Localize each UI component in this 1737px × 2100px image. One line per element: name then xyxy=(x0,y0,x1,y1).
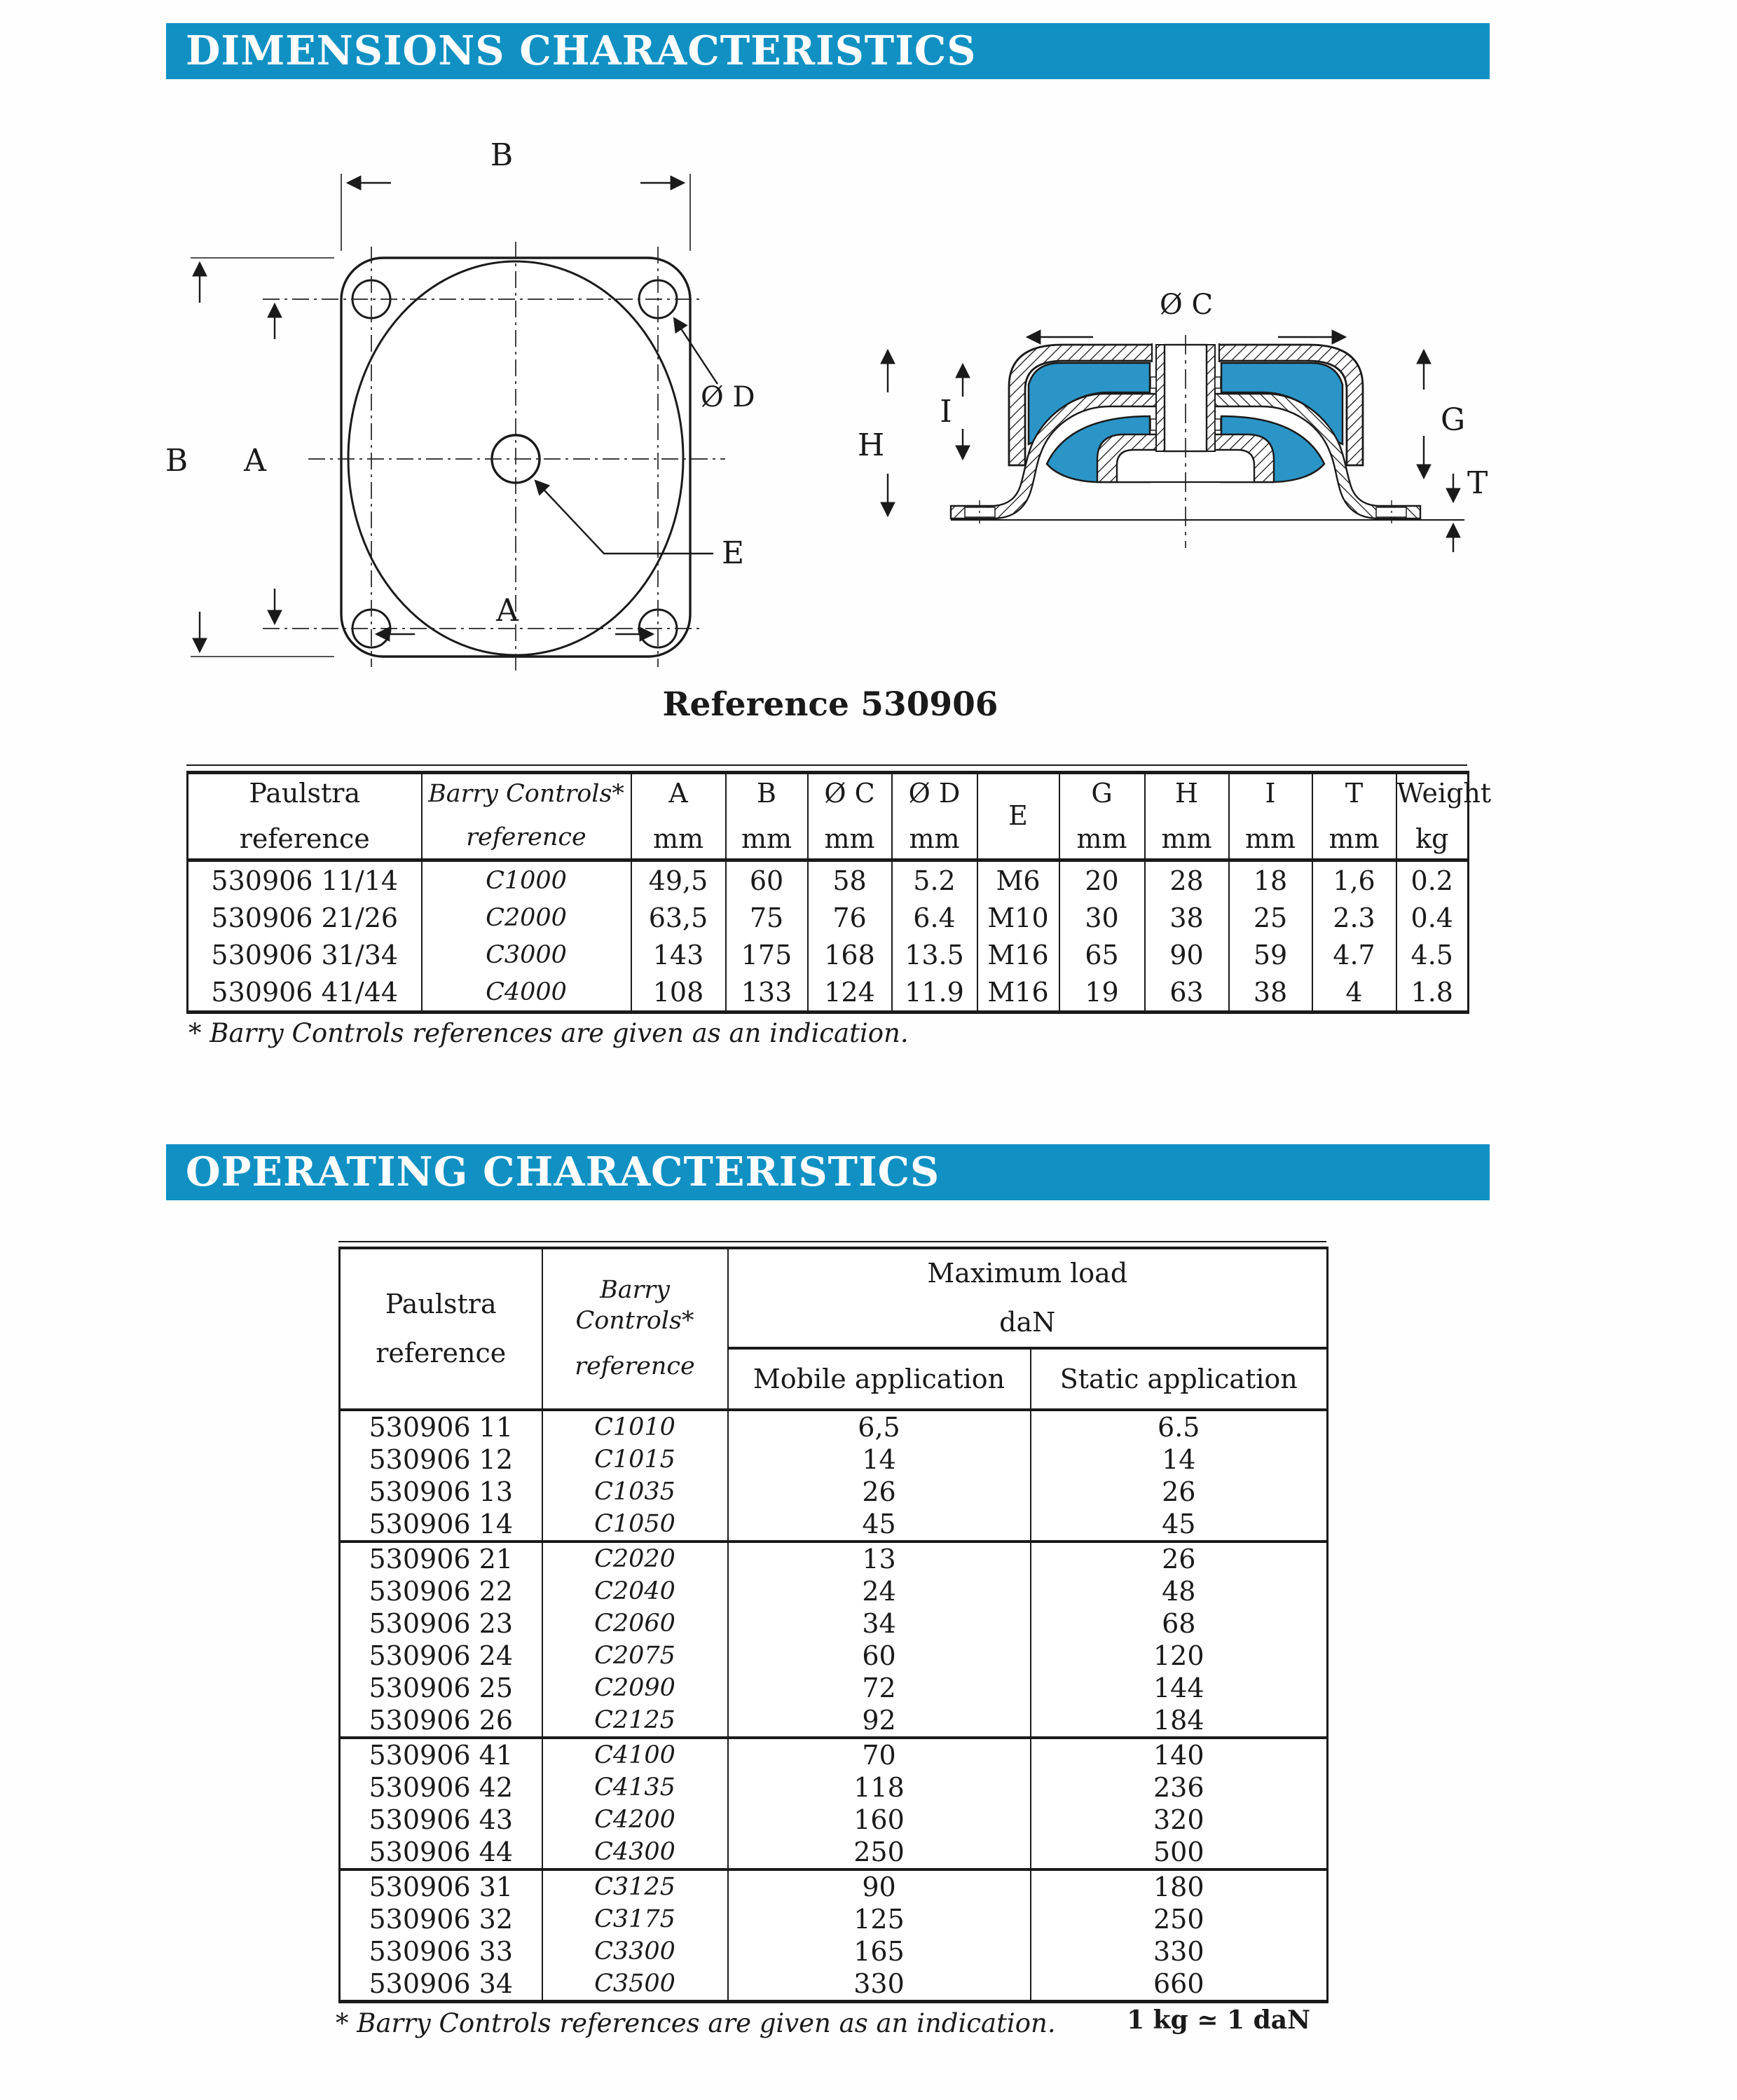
cell: M16 xyxy=(977,973,1059,1013)
cell: 5.2 xyxy=(892,860,977,900)
cell: 34 xyxy=(728,1607,1031,1640)
table-row xyxy=(340,1704,1328,1738)
col-header-b: B mm xyxy=(726,773,808,860)
table-row xyxy=(340,1738,1328,1771)
operating-table xyxy=(338,1247,1329,2003)
cell: 108 xyxy=(631,973,726,1013)
cell: 48 xyxy=(1031,1575,1328,1607)
dim-label-e: E xyxy=(722,535,745,571)
cell: 125 xyxy=(728,1903,1031,1935)
cell: 18 xyxy=(1229,860,1312,900)
cell: 65 xyxy=(1059,936,1145,973)
dim-table-footnote: * Barry Controls references are given as an indication. xyxy=(188,1018,909,1048)
dim-label-oc: Ø C xyxy=(1159,289,1214,321)
cell: 90 xyxy=(728,1869,1031,1903)
cell: C3125 xyxy=(542,1869,728,1903)
table-row xyxy=(340,1903,1328,1935)
op-col-header-maxload: Maximum load daN xyxy=(728,1248,1328,1348)
cell: 160 xyxy=(728,1804,1031,1836)
cell: 143 xyxy=(631,936,726,973)
cell: 530906 31/34 xyxy=(188,936,422,973)
table-row xyxy=(340,1804,1328,1836)
table-row xyxy=(340,1771,1328,1804)
table-row xyxy=(340,1476,1328,1508)
cell: 530906 12 xyxy=(340,1443,542,1476)
dim-label-g: G xyxy=(1441,402,1466,438)
table-row xyxy=(188,899,1469,936)
section-view-drawing xyxy=(834,277,1506,575)
table-row xyxy=(340,1968,1328,2002)
cell: M16 xyxy=(977,936,1059,973)
table-row xyxy=(340,1542,1328,1575)
cell: 13.5 xyxy=(892,936,977,973)
col-header-oc: Ø C mm xyxy=(808,773,892,860)
cell: 530906 11 xyxy=(340,1410,542,1443)
cell: 60 xyxy=(728,1640,1031,1672)
cell: 1,6 xyxy=(1312,860,1396,900)
cell: 19 xyxy=(1059,973,1145,1013)
cell: 30 xyxy=(1059,899,1145,936)
cell: 530906 23 xyxy=(340,1607,542,1640)
cell: M6 xyxy=(977,860,1059,900)
cell: 500 xyxy=(1031,1836,1328,1869)
cell: 4.7 xyxy=(1312,936,1396,973)
cell: C4000 xyxy=(422,973,631,1013)
cell: C4135 xyxy=(542,1771,728,1804)
cell: C3500 xyxy=(542,1968,728,2002)
cell: 530906 42 xyxy=(340,1771,542,1804)
cell: C1050 xyxy=(542,1508,728,1542)
table-row xyxy=(340,1443,1328,1476)
cell: C2020 xyxy=(542,1542,728,1575)
col-header-weight: Weight kg xyxy=(1396,773,1469,860)
table-row xyxy=(340,1869,1328,1903)
col-header-od: Ø D mm xyxy=(892,773,977,860)
cell: 250 xyxy=(1031,1903,1328,1935)
section-header-dimensions-label: DIMENSIONS CHARACTERISTICS xyxy=(186,27,977,74)
cell: 63 xyxy=(1145,973,1229,1013)
cell: 330 xyxy=(1031,1935,1328,1968)
table-row xyxy=(188,860,1469,900)
cell: 26 xyxy=(728,1476,1031,1508)
cell: 45 xyxy=(728,1508,1031,1542)
cell: 530906 32 xyxy=(340,1903,542,1935)
dim-label-b-top: B xyxy=(490,137,514,173)
op-table-header xyxy=(340,1248,1328,1410)
cell: 530906 14 xyxy=(340,1508,542,1542)
table-row xyxy=(340,1508,1328,1542)
op-table-group-4 xyxy=(340,1869,1328,2002)
cell: 124 xyxy=(808,973,892,1013)
cell: 38 xyxy=(1229,973,1312,1013)
cell: C3300 xyxy=(542,1935,728,1968)
col-header-h: H mm xyxy=(1145,773,1229,860)
cell: M10 xyxy=(977,899,1059,936)
cell: 530906 21/26 xyxy=(188,899,422,936)
cell: 60 xyxy=(726,860,808,900)
cell: C2060 xyxy=(542,1607,728,1640)
cell: 6.5 xyxy=(1031,1410,1328,1443)
cell: 184 xyxy=(1031,1704,1328,1738)
op-col-header-static: Static application xyxy=(1031,1348,1328,1410)
cell: 530906 24 xyxy=(340,1640,542,1672)
cell: 660 xyxy=(1031,1968,1328,2002)
table-row xyxy=(340,1672,1328,1704)
op-col-header-paulstra: Paulstra reference xyxy=(340,1248,542,1410)
cell: 530906 26 xyxy=(340,1704,542,1738)
col-header-i: I mm xyxy=(1229,773,1312,860)
cell: C3000 xyxy=(422,936,631,973)
col-header-barry: Barry Controls* reference xyxy=(422,773,631,860)
cell: 165 xyxy=(728,1935,1031,1968)
dim-label-t: T xyxy=(1467,465,1488,501)
cell: C3175 xyxy=(542,1903,728,1935)
cell: 530906 25 xyxy=(340,1672,542,1704)
cell: 24 xyxy=(728,1575,1031,1607)
cell: C2040 xyxy=(542,1575,728,1607)
cell: 530906 44 xyxy=(340,1836,542,1869)
cell: 144 xyxy=(1031,1672,1328,1704)
cell: 4 xyxy=(1312,973,1396,1013)
cell: C2090 xyxy=(542,1672,728,1704)
cell: 168 xyxy=(808,936,892,973)
table-row xyxy=(340,1935,1328,1968)
cell: 140 xyxy=(1031,1738,1328,1771)
cell: 250 xyxy=(728,1836,1031,1869)
cell: C2000 xyxy=(422,899,631,936)
cell: 530906 31 xyxy=(340,1869,542,1903)
section-header-operating-label: OPERATING CHARACTERISTICS xyxy=(186,1148,940,1195)
cell: 58 xyxy=(808,860,892,900)
op-table-group-3 xyxy=(340,1738,1328,1869)
cell: 76 xyxy=(808,899,892,936)
op-col-header-barry: Barry Controls* reference xyxy=(542,1248,728,1410)
cell: 530906 33 xyxy=(340,1935,542,1968)
cell: 120 xyxy=(1031,1640,1328,1672)
cell: C1000 xyxy=(422,860,631,900)
kg-dan-note: 1 kg ≃ 1 daN xyxy=(1127,2005,1310,2035)
cell: 11.9 xyxy=(892,973,977,1013)
dim-label-a-bottom: A xyxy=(496,593,519,629)
cell: 72 xyxy=(728,1672,1031,1704)
cell: 530906 41/44 xyxy=(188,973,422,1013)
cell: 236 xyxy=(1031,1771,1328,1804)
cell: 70 xyxy=(728,1738,1031,1771)
cell: 2.3 xyxy=(1312,899,1396,936)
cell: 28 xyxy=(1145,860,1229,900)
table-row xyxy=(340,1607,1328,1640)
cell: 530906 13 xyxy=(340,1476,542,1508)
cell: 63,5 xyxy=(631,899,726,936)
op-table-group-2 xyxy=(340,1542,1328,1738)
dim-label-h: H xyxy=(857,427,885,463)
cell: C4100 xyxy=(542,1738,728,1771)
cell: 530906 43 xyxy=(340,1804,542,1836)
table-row xyxy=(188,973,1469,1013)
cell: 14 xyxy=(728,1443,1031,1476)
rule-above-dim-table xyxy=(186,764,1467,766)
cell: C1015 xyxy=(542,1443,728,1476)
cell: C1035 xyxy=(542,1476,728,1508)
table-row xyxy=(188,936,1469,973)
cell: 330 xyxy=(728,1968,1031,2002)
dimensions-table xyxy=(186,771,1492,1014)
col-header-a: A mm xyxy=(631,773,726,860)
table-row xyxy=(340,1410,1328,1443)
cell: C4200 xyxy=(542,1804,728,1836)
cell: 6.4 xyxy=(892,899,977,936)
op-table-group-1 xyxy=(340,1410,1328,1542)
cell: 90 xyxy=(1145,936,1229,973)
cell: 75 xyxy=(726,899,808,936)
cell: 38 xyxy=(1145,899,1229,936)
cell: 20 xyxy=(1059,860,1145,900)
col-header-t: T mm xyxy=(1312,773,1396,860)
table-row xyxy=(340,1836,1328,1869)
cell: 49,5 xyxy=(631,860,726,900)
rule-above-op-table xyxy=(338,1241,1326,1242)
cell: C2075 xyxy=(542,1640,728,1672)
cell: 0.2 xyxy=(1396,860,1469,900)
col-header-e: E xyxy=(977,773,1059,860)
dim-label-i: I xyxy=(940,394,952,430)
drawing-caption: Reference 530906 xyxy=(662,685,998,724)
col-header-paulstra: Paulstra reference xyxy=(188,773,422,860)
cell: 59 xyxy=(1229,936,1312,973)
table-row xyxy=(340,1640,1328,1672)
cell: 1.8 xyxy=(1396,973,1469,1013)
cell: 175 xyxy=(726,936,808,973)
op-table-footnote: * Barry Controls references are given as an indication. xyxy=(336,2008,1056,2038)
cell: C4300 xyxy=(542,1836,728,1869)
cell: 530906 22 xyxy=(340,1575,542,1607)
cell: 14 xyxy=(1031,1443,1328,1476)
cell: 92 xyxy=(728,1704,1031,1738)
section-header-operating xyxy=(166,1144,1490,1200)
op-col-header-mobile: Mobile application xyxy=(728,1348,1031,1410)
cell: 530906 34 xyxy=(340,1968,542,2002)
cell: 530906 41 xyxy=(340,1738,542,1771)
dim-label-b-left: B xyxy=(165,443,188,479)
cell: 68 xyxy=(1031,1607,1328,1640)
cell: 180 xyxy=(1031,1869,1328,1903)
col-header-g: G mm xyxy=(1059,773,1145,860)
dim-table-header xyxy=(188,773,1492,860)
cell: 530906 11/14 xyxy=(188,860,422,900)
top-view-drawing xyxy=(126,116,799,683)
dim-label-a-left: A xyxy=(244,443,266,479)
cell: 26 xyxy=(1031,1476,1328,1508)
dim-label-od: Ø D xyxy=(701,381,755,413)
cell: 26 xyxy=(1031,1542,1328,1575)
cell: 320 xyxy=(1031,1804,1328,1836)
cell: 0.4 xyxy=(1396,899,1469,936)
cell: C2125 xyxy=(542,1704,728,1738)
dim-table-body xyxy=(188,860,1469,1013)
cell: 13 xyxy=(728,1542,1031,1575)
cell: 25 xyxy=(1229,899,1312,936)
cell: 133 xyxy=(726,973,808,1013)
cell: 6,5 xyxy=(728,1410,1031,1443)
cell: C1010 xyxy=(542,1410,728,1443)
cell: 4.5 xyxy=(1396,936,1469,973)
cell: 118 xyxy=(728,1771,1031,1804)
cell: 45 xyxy=(1031,1508,1328,1542)
cell: 530906 21 xyxy=(340,1542,542,1575)
table-row xyxy=(340,1575,1328,1607)
section-header-dimensions xyxy=(166,23,1490,79)
